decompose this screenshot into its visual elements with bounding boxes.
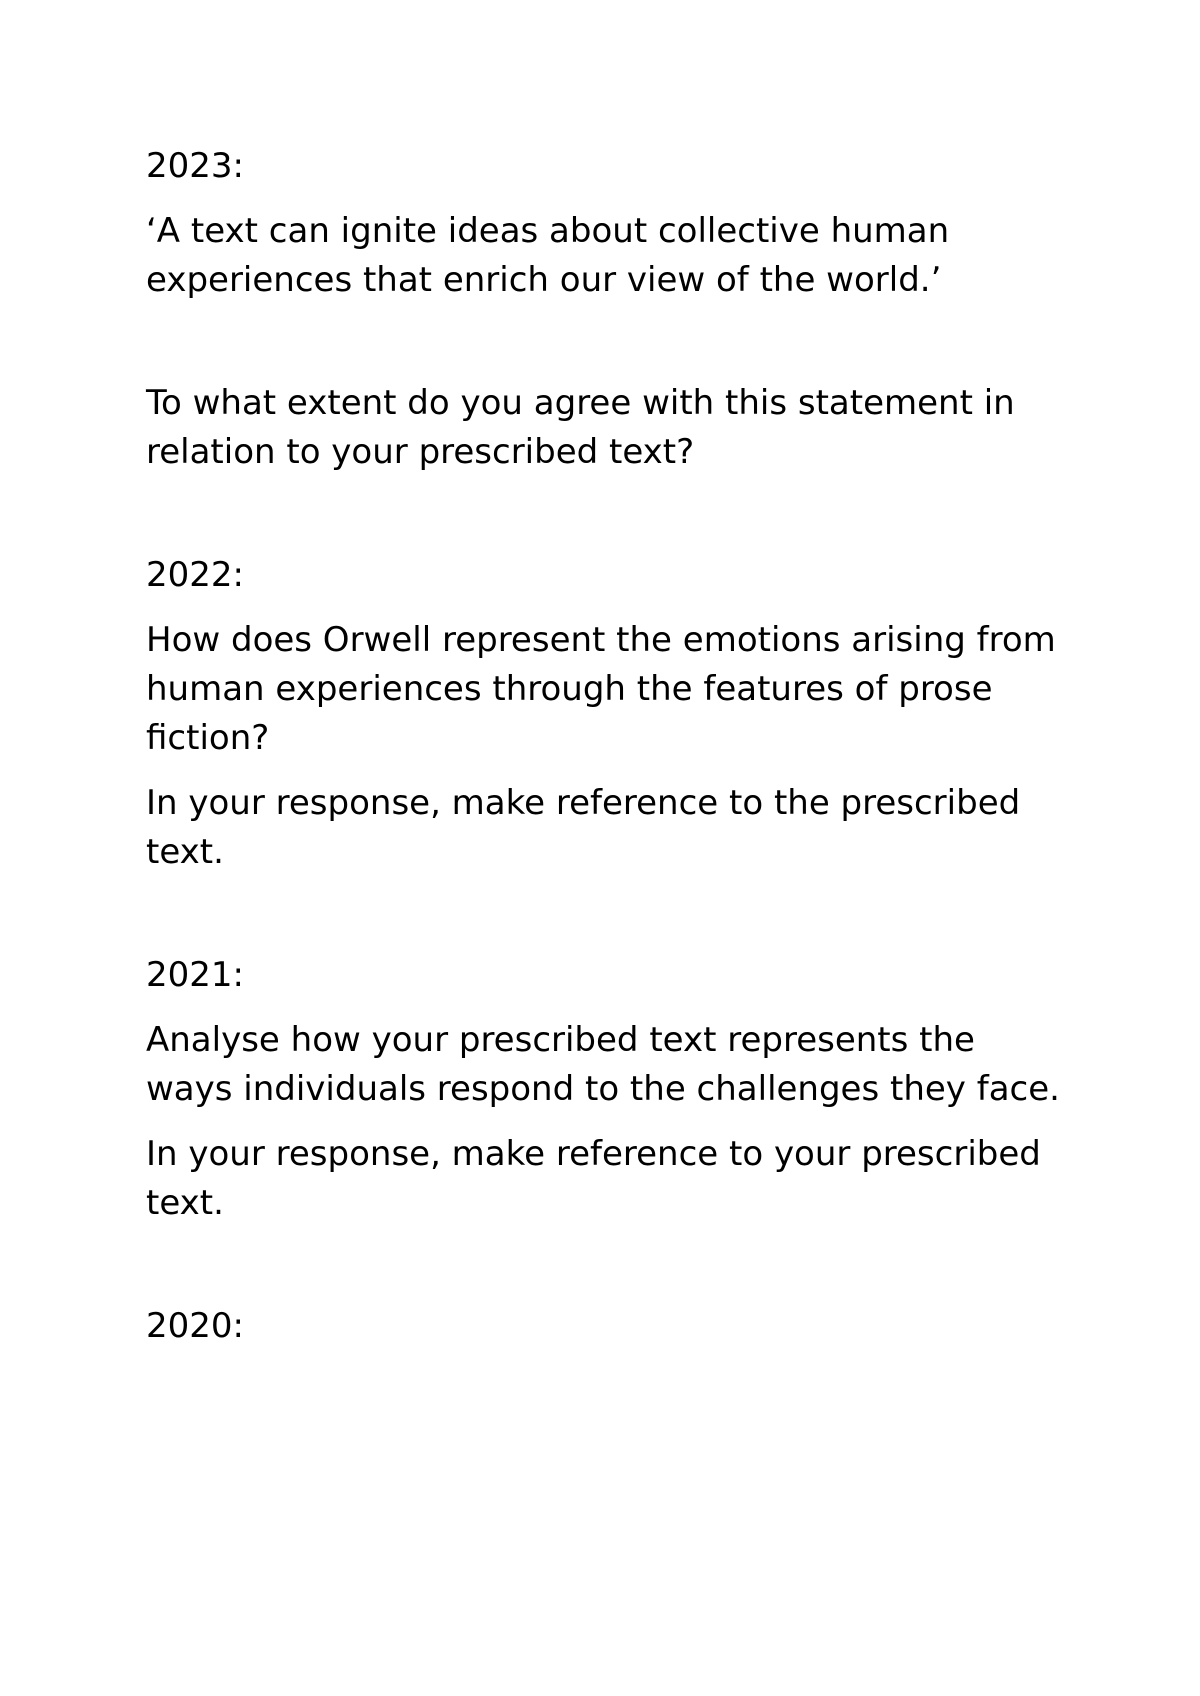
question-instruction: In your response, make reference to the prescribed text. <box>146 783 1021 872</box>
section-2020 <box>146 1302 1066 1351</box>
section-2021 <box>146 951 1066 1228</box>
section-2022 <box>146 551 1066 877</box>
question-prompt: Analyse how your prescribed text represents the ways individuals respond to the challenges they face. <box>146 1020 1060 1109</box>
year-heading: 2022: <box>146 555 244 595</box>
blank-line <box>146 321 1066 379</box>
year-heading: 2020: <box>146 1306 244 1346</box>
section-2023 <box>146 142 1066 477</box>
question-instruction: In your response, make reference to your prescribed text. <box>146 1134 1041 1223</box>
question-prompt: To what extent do you agree with this statement in relation to your prescribed text? <box>146 383 1015 472</box>
document-page <box>146 142 1066 1367</box>
question-prompt: How does Orwell represent the emotions arising from human experiences through the features of prose fiction? <box>146 620 1056 758</box>
blank-line <box>146 893 1066 951</box>
year-heading: 2023: <box>146 146 244 186</box>
blank-line <box>146 1244 1066 1302</box>
year-heading: 2021: <box>146 955 244 995</box>
blank-line <box>146 493 1066 551</box>
question-quote: ‘A text can ignite ideas about collective human experiences that enrich our view of the world.’ <box>146 211 950 300</box>
